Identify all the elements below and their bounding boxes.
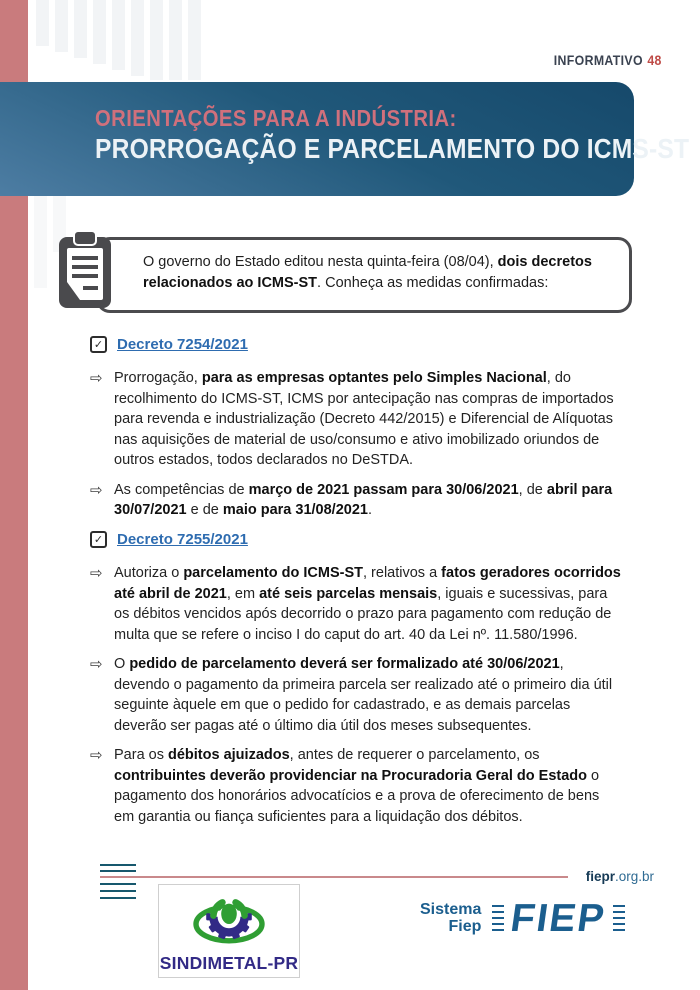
left-accent-stripe-bottom: [0, 196, 28, 990]
footer-dash: [100, 890, 136, 892]
fiep-dash: [492, 923, 504, 926]
decorative-bar: [93, 0, 106, 64]
fiep-wordmark: FIEP: [508, 896, 610, 940]
decorative-bar: [55, 0, 68, 52]
footer-dash: [100, 883, 136, 885]
decorative-bar: [150, 0, 163, 80]
decorative-bar: [112, 0, 125, 70]
decree-heading: [90, 336, 650, 353]
sistema-line1: Sistema: [420, 901, 482, 918]
decree-section: [90, 531, 650, 836]
decorative-bar: [34, 196, 47, 288]
fiep-dash: [613, 917, 625, 920]
arrow-bullet-icon: ⇨: [90, 655, 103, 673]
fiep-dash: [613, 905, 625, 908]
title-band: [0, 82, 690, 196]
decorative-bar: [74, 0, 87, 58]
fiep-logo: [420, 893, 632, 943]
masthead: [554, 52, 662, 68]
bullet-item: [90, 563, 650, 645]
footer-dash: [100, 864, 136, 866]
fiep-dash: [613, 923, 625, 926]
sistema-line2: Fiep: [448, 918, 482, 935]
fiep-dash: [492, 911, 504, 914]
sindimetal-logo-box: [158, 884, 300, 978]
decree-section: [90, 336, 650, 530]
bullet-text: Autoriza o parcelamento do ICMS-ST, relativos a fatos geradores ocorridos até abril de 2021, em até seis parcelas mensais, iguais e sucessivas, para os débitos vencidos após decorrido o prazo para pagamento com redução de multa que se refere o inciso I do caput do art. 40 da Lei nº. 11.580/1996.: [114, 565, 621, 643]
informativo-number: 48: [647, 52, 662, 68]
informativo-label: INFORMATIVO: [553, 52, 644, 68]
arrow-bullet-icon: ⇨: [90, 480, 103, 499]
bullet-text: O pedido de parcelamento deverá ser formalizado até 30/06/2021, devendo o pagamento da primeira parcela ser realizado até o primeiro dia útil seguinte àquele em que o pedido for cadastrado, e as demais parcelas deverão ser pagas até o último dia útil dos meses subsequentes.: [114, 656, 613, 734]
decorative-bar: [131, 0, 144, 76]
footer-rule: [100, 876, 568, 878]
sistema-fiep-label: [420, 901, 481, 935]
fiep-dash-column-left: [492, 905, 504, 932]
bullet-item: [90, 480, 650, 521]
bullet-item: [90, 745, 650, 827]
clipboard-icon: [58, 230, 112, 310]
fiep-dash: [492, 905, 504, 908]
fiep-dash: [613, 929, 625, 932]
bullet-item: [90, 368, 650, 471]
decorative-bar: [36, 0, 49, 46]
fiep-dash: [492, 917, 504, 920]
sindimetal-logo-icon: [173, 888, 285, 948]
intro-box: [96, 237, 632, 313]
fiep-dash: [492, 929, 504, 932]
fiep-dash-column-right: [613, 905, 625, 932]
decree-heading: [90, 531, 650, 548]
left-accent-stripe-top: [0, 0, 28, 82]
footer-dash: [100, 870, 136, 872]
intro-text: O governo do Estado editou nesta quinta-feira (08/04), dois decretos relacionados ao ICMS-ST. Conheça as medidas confirmadas:: [143, 254, 592, 291]
checkbox-checked-icon: ✓: [90, 336, 107, 353]
title-line2: PRORROGAÇÃO E PARCELAMENTO DO ICMS-ST: [95, 133, 690, 164]
decorative-bar: [169, 0, 182, 80]
footer-dash: [100, 897, 136, 899]
arrow-bullet-icon: ⇨: [90, 369, 103, 387]
site-url-rest: .org.br: [614, 869, 654, 884]
bullet-text: As competências de março de 2021 passam para 30/06/2021, de abril para 30/07/2021 e de maio para 31/08/2021.: [114, 481, 613, 518]
checkbox-checked-icon: ✓: [90, 531, 107, 548]
decorative-bar: [188, 0, 201, 80]
fiep-dash: [613, 911, 625, 914]
bullet-text: Prorrogação, para as empresas optantes pelo Simples Nacional, do recolhimento do ICMS-ST, ICMS por antecipação nas compras de importados para revenda e industrialização (Decreto 442/2015) e Diferencial de Alíquotas nas aquisições de material de uso/consumo e ativo imobilizado oriundos de outros estados, todos declarados no DeSTDA.: [114, 370, 614, 468]
site-url-link[interactable]: [586, 869, 654, 884]
title-line1: ORIENTAÇÕES PARA A INDÚSTRIA:: [95, 105, 457, 131]
site-url-bold: fiepr: [585, 869, 615, 884]
decree-link[interactable]: Decreto 7254/2021: [117, 336, 248, 353]
sindimetal-label: SINDIMETAL-PR: [159, 953, 299, 973]
bullet-text: Para os débitos ajuizados, antes de requerer o parcelamento, os contribuintes deverão providenciar na Procuradoria Geral do Estado o pagamento dos honorários advocatícios e a prova de oferecimento de bens em garantia ou fiança suficientes para a liquidação dos débitos.: [114, 747, 600, 825]
bullet-item: [90, 654, 650, 736]
arrow-bullet-icon: ⇨: [90, 746, 103, 764]
decree-link[interactable]: Decreto 7255/2021: [117, 531, 248, 548]
arrow-bullet-icon: ⇨: [90, 564, 103, 582]
